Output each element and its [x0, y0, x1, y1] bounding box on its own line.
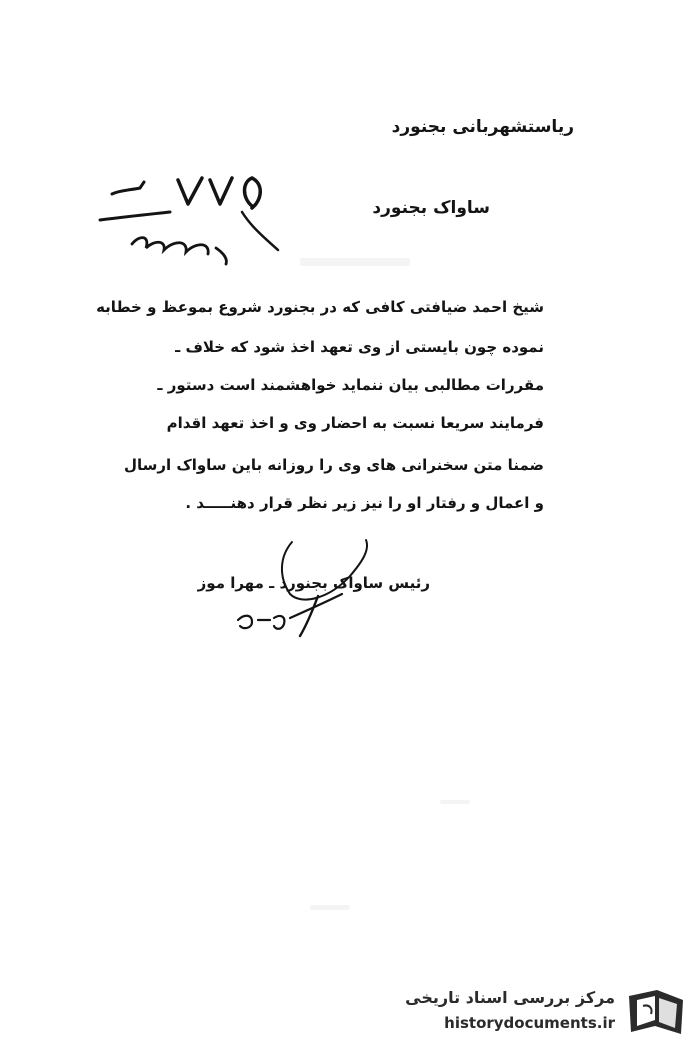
archive-book-icon [623, 986, 689, 1040]
body-line: و اعمال و رفتار او را نیز زیر نظر قرار دهنـــــد . [185, 494, 544, 512]
scan-smudge [440, 800, 470, 804]
watermark-title: مرکز بررسی اسناد تاریخی [405, 988, 615, 1007]
body-line: فرمایند سریعا نسبت به احضار وی و اخذ تعهد اقدام [166, 414, 544, 432]
body-line: مقررات مطالبی بیان ننماید خواهشمند است دستور ـ [157, 376, 544, 394]
watermark-url: historydocuments.ir [444, 1014, 615, 1032]
body-line: ضمنا متن سخنرانی های وی را روزانه باین ساواک ارسال [123, 456, 544, 474]
handwritten-number-mark [92, 168, 282, 278]
body-line: شیخ احمد ضیافتی کافی که در بجنورد شروع بموعظ و خطابه [96, 298, 544, 316]
signature-mark [230, 536, 380, 646]
addressee-heading: ریاستشهربانی بجنورد [391, 117, 574, 137]
scan-smudge [310, 905, 350, 910]
body-line: نموده چون بایستی از وی تعهد اخذ شود که خلاف ـ [175, 338, 544, 356]
sender-heading: ساواک بجنورد [372, 198, 490, 218]
scan-smudge [300, 258, 410, 266]
signature-line: رئیس ساواک بجنورد ـ مهرا موز [197, 574, 430, 592]
archive-watermark [405, 984, 695, 1042]
